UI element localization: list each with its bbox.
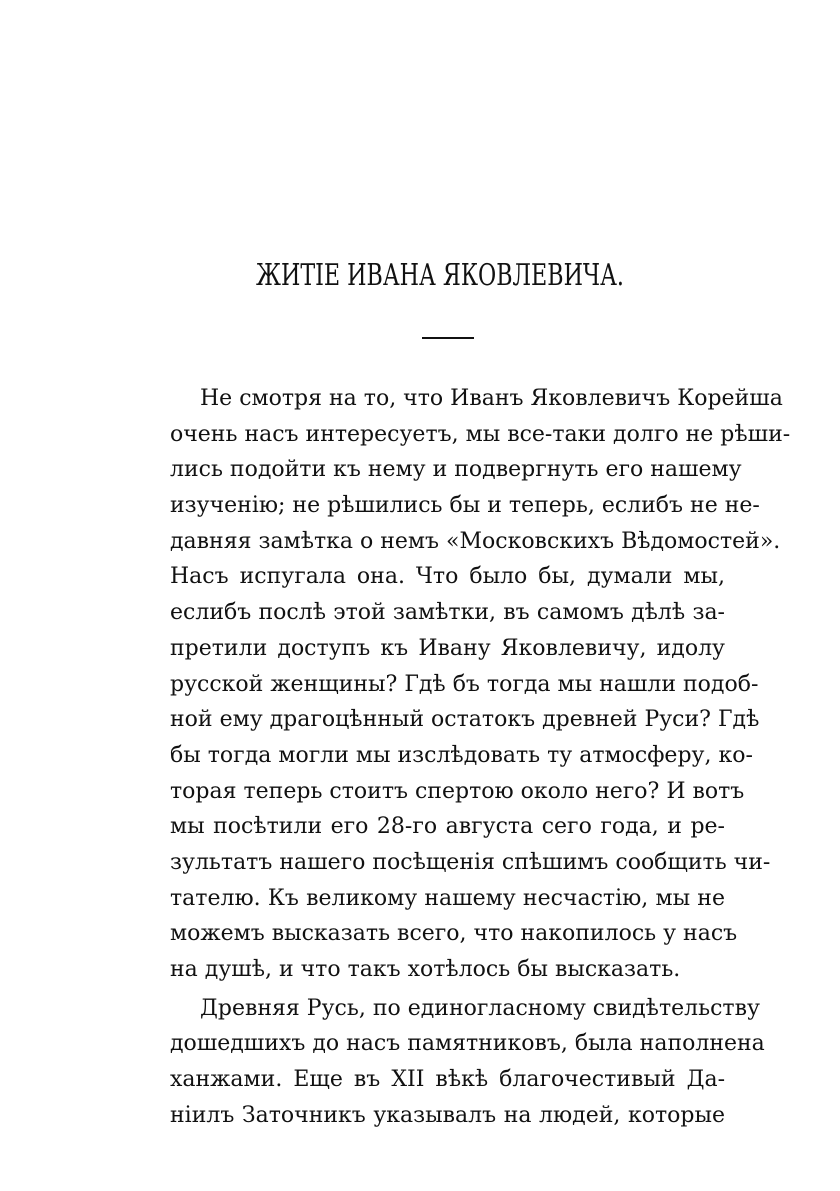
text-line: на душѣ, и что такъ хотѣлось бы высказать.	[170, 957, 681, 982]
text-line: бы тогда могли мы изслѣдовать ту атмосферу, ко-	[170, 742, 753, 768]
text-line: Насъ испугала она. Что было бы, думали мы,	[170, 564, 725, 590]
text-line: русской женщины? Гдѣ бъ тогда мы нашли подоб-	[170, 671, 759, 697]
text-line: Древняя Русь, по единогласному свидѣтельству	[200, 995, 760, 1021]
text-line: изученію; не рѣшились бы и теперь, еслибъ не не-	[170, 493, 760, 519]
title-divider	[422, 337, 474, 339]
text-line: дошедшихъ до насъ памятниковъ, была наполнена	[170, 1031, 765, 1057]
text-line: ханжами. Еще въ XII вѣкѣ благочестивый Да-	[170, 1067, 725, 1093]
text-line: еслибъ послѣ этой замѣтки, въ самомъ дѣлѣ за-	[170, 600, 725, 626]
text-line: зультатъ нашего посѣщенія спѣшимъ сообщить чи-	[170, 849, 771, 875]
text-line: можемъ высказать всего, что накопилось у насъ	[170, 921, 738, 947]
text-line: Не смотря на то, что Иванъ Яковлевичъ Корейша	[200, 386, 783, 411]
text-line: лись подойти къ нему и подвергнуть его нашему	[170, 457, 742, 483]
chapter-title: ЖИТІЕ ИВАНА ЯКОВЛЕВИЧА.	[256, 258, 624, 293]
text-line: давняя замѣтка о немъ «Московскихъ Вѣдомостей».	[170, 528, 781, 554]
text-line: ной ему драгоцѣнный остатокъ древней Руси? Гдѣ	[170, 707, 760, 733]
text-line: ніилъ Заточникъ указывалъ на людей, которые	[170, 1102, 725, 1128]
text-line: очень насъ интересуетъ, мы все-таки долго не рѣши-	[170, 421, 791, 447]
text-line: торая теперь стоитъ спертою около него? И вотъ	[170, 778, 745, 804]
body-text	[170, 381, 791, 1133]
text-line: мы посѣтили его 28-го августа сего года, и ре-	[170, 814, 725, 840]
text-line: претили доступъ къ Ивану Яковлевичу, идолу	[170, 635, 725, 661]
text-line: тателю. Къ великому нашему несчастію, мы не	[170, 885, 725, 911]
